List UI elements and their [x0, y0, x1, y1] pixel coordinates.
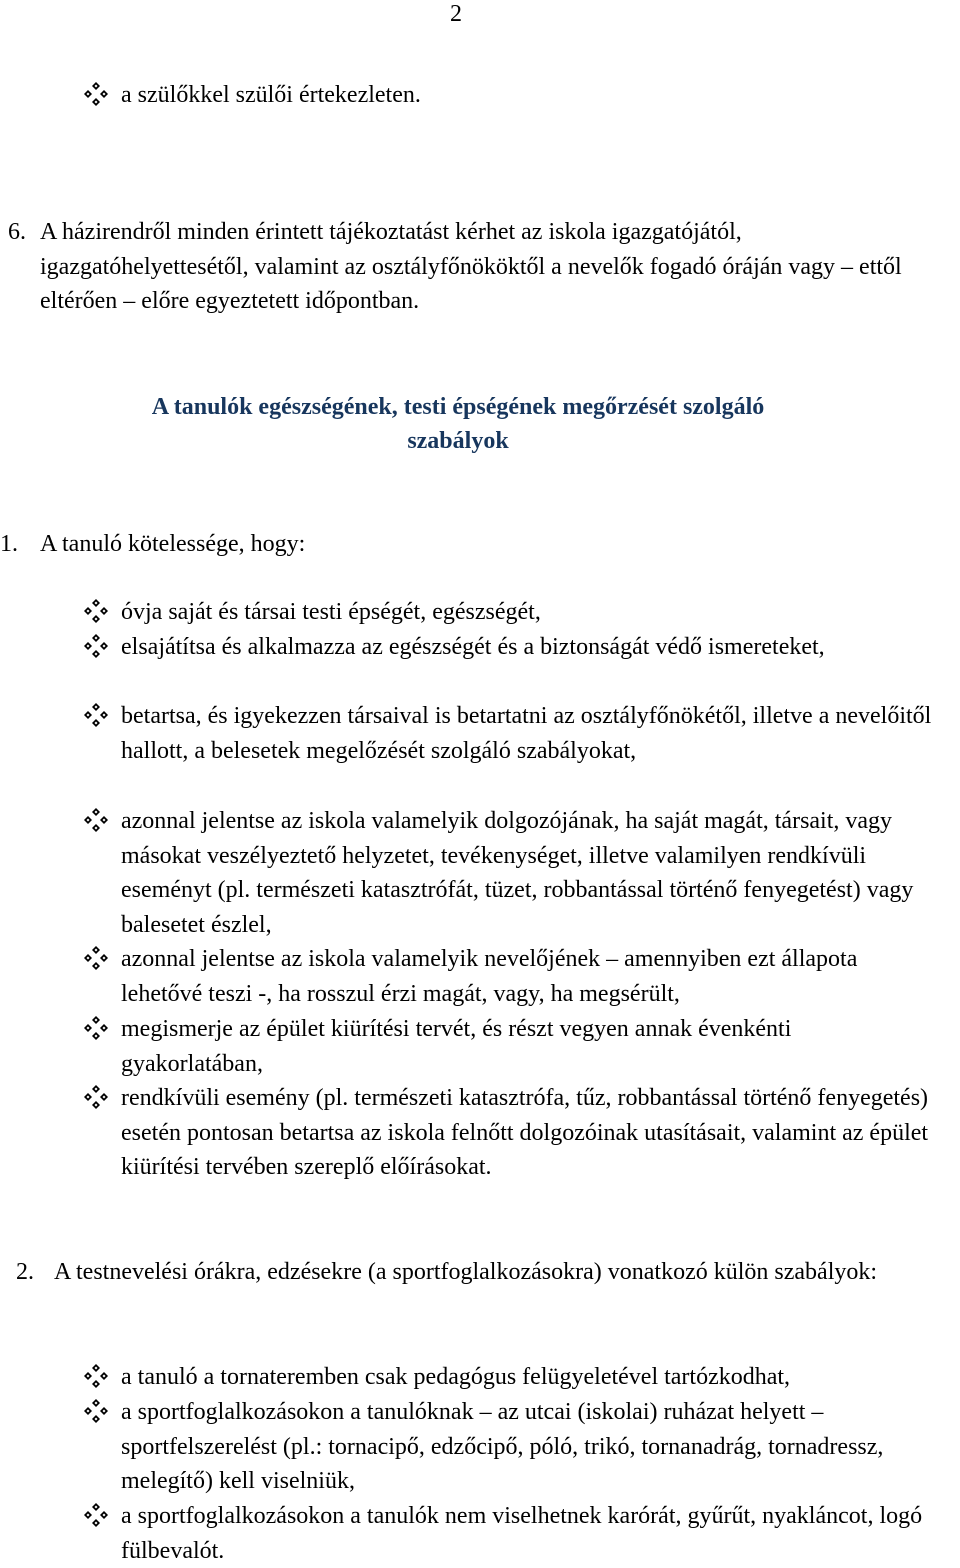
- item-number: 6.: [8, 219, 26, 245]
- list-item: rendkívüli esemény (pl. természeti katasztrófa, tűz, robbantással történő fenyegetés) esetén pontosan betartsa az iskola felnőtt dolgozóinak utasításait, valamint az épület kiürítési tervében szereplő előírásokat.: [121, 1085, 929, 1180]
- section-title-line2: szabályok: [407, 428, 509, 454]
- rule-number: 2.: [16, 1259, 34, 1285]
- list-item: elsajátítsa és alkalmazza az egészségét és a biztonságát védő ismereteket,: [121, 634, 825, 660]
- list-item: azonnal jelentse az iskola valamelyik dolgozójának, ha saját magát, társait, vagy másokat veszélyeztető helyzetet, tevékenységet, illetve valamilyen rendkívüli eseményt (pl. természeti katasztrófát, tüzet, robbantással történő fenyegetést) vagy balesetet észlel,: [121, 808, 914, 938]
- rule-number: 1.: [0, 531, 18, 557]
- list-item: a sportfoglalkozásokon a tanulóknak – az utcai (iskolai) ruházat helyett – sportfelszerelést (pl.: tornacipő, edzőcipő, póló, trikó, tornanadrág, tornadressz, melegítő) kell viselniük,: [121, 1399, 884, 1494]
- diamond-bullet-icon: [82, 632, 110, 660]
- list-item: megismerje az épület kiürítési tervét, és részt vegyen annak évenkénti gyakorlatában,: [121, 1016, 792, 1077]
- rule-intro: A tanuló kötelessége, hogy:: [40, 531, 306, 557]
- list-item: betartsa, és igyekezzen társaival is betartatni az osztályfőnökétől, illetve a nevelőitől hallott, a belesetek megelőzését szolgáló szabályokat,: [121, 703, 932, 764]
- diamond-bullet-icon: [82, 1362, 110, 1390]
- list-item: óvja saját és társai testi épségét, egészségét,: [121, 599, 541, 625]
- diamond-bullet-icon: [82, 1083, 110, 1111]
- diamond-bullet-icon: [82, 80, 110, 108]
- list-item: a tanuló a tornateremben csak pedagógus felügyeletével tartózkodhat,: [121, 1364, 791, 1390]
- rule-intro: A testnevelési órákra, edzésekre (a sportfoglalkozásokra) vonatkozó külön szabályok:: [54, 1259, 878, 1285]
- diamond-bullet-icon: [82, 1014, 110, 1042]
- diamond-bullet-icon: [82, 944, 110, 972]
- list-item: azonnal jelentse az iskola valamelyik nevelőjének – amennyiben ezt állapota lehetővé teszi -, ha rosszul érzi magát, vagy, ha megsérült,: [121, 946, 858, 1007]
- diamond-bullet-icon: [82, 1501, 110, 1529]
- diamond-bullet-icon: [82, 1397, 110, 1425]
- section-title-line1: A tanulók egészségének, testi épségének megőrzését szolgáló: [151, 394, 765, 420]
- diamond-bullet-icon: [82, 597, 110, 625]
- list-item: a sportfoglalkozásokon a tanulók nem viselhetnek karórát, gyűrűt, nyakláncot, logó fülbevalót.: [121, 1503, 923, 1564]
- paragraph-item6: A házirendről minden érintett tájékoztatást kérhet az iskola igazgatójától, igazgatóhelyettesétől, valamint az osztályfőnököktől a nevelők fogadó óráján vagy – ettől eltérően – előre egyeztetett időpontban.: [40, 219, 902, 314]
- list-item: a szülőkkel szülői értekezleten.: [121, 82, 421, 108]
- diamond-bullet-icon: [82, 701, 110, 729]
- diamond-bullet-icon: [82, 806, 110, 834]
- page-number: 2: [450, 1, 462, 27]
